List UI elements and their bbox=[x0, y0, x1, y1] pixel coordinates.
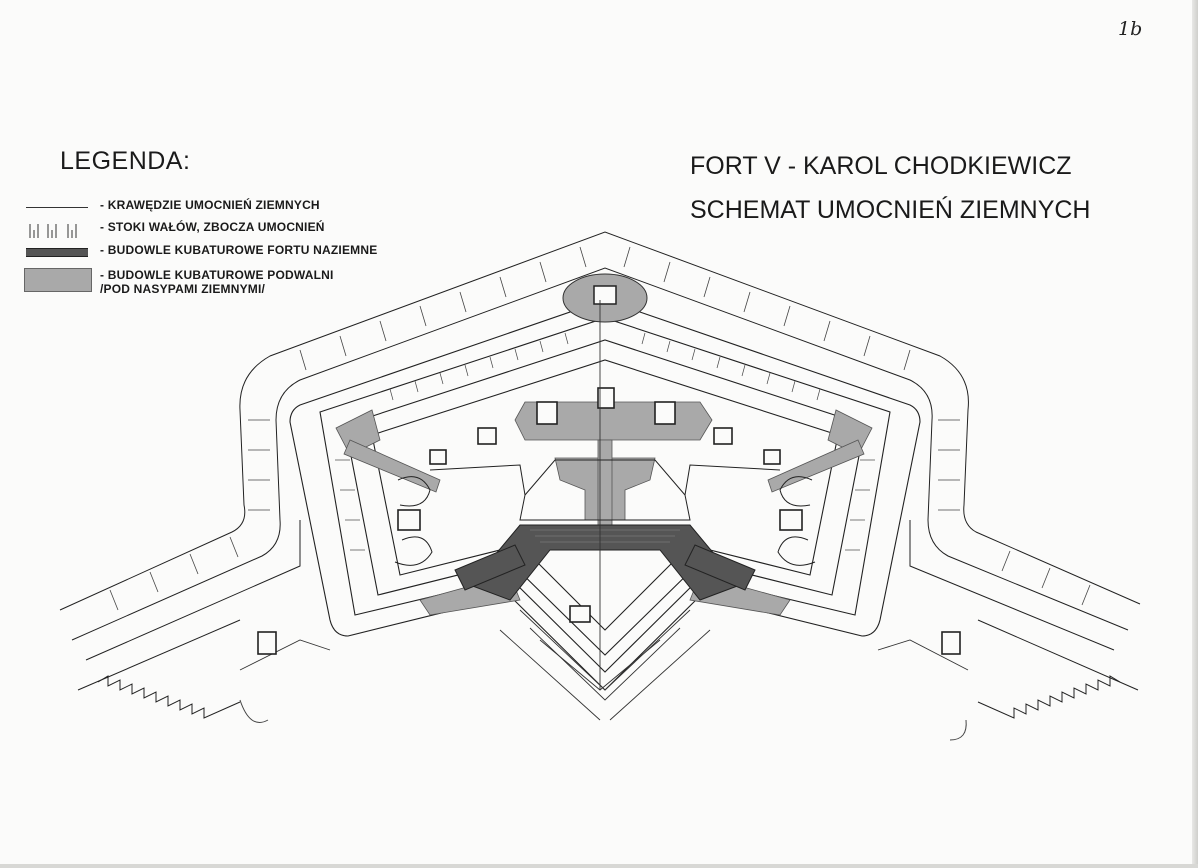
legend-label: - BUDOWLE KUBATUROWE FORTU NAZIEMNE bbox=[100, 243, 378, 257]
page-number: 1b bbox=[1118, 18, 1143, 40]
underground-buildings bbox=[336, 402, 872, 615]
ditch-lines bbox=[240, 610, 968, 720]
legend-label: - KRAWĘDZIE UMOCNIEŃ ZIEMNYCH bbox=[100, 198, 320, 212]
wing-end-arcs bbox=[240, 700, 966, 740]
fort-title: FORT V - KAROL CHODKIEWICZ bbox=[690, 152, 1072, 180]
legend-title: LEGENDA: bbox=[60, 147, 191, 175]
legend-label-line2: /POD NASYPAMI ZIEMNYMI/ bbox=[100, 282, 266, 296]
fort-subtitle: SCHEMAT UMOCNIEŃ ZIEMNYCH bbox=[690, 196, 1091, 224]
legend-label: - STOKI WAŁÓW, ZBOCZA UMOCNIEŃ bbox=[100, 220, 325, 234]
legend-label-line1: - BUDOWLE KUBATUROWE PODWALNI bbox=[100, 268, 334, 282]
apex-caponier-chamber bbox=[594, 286, 616, 304]
